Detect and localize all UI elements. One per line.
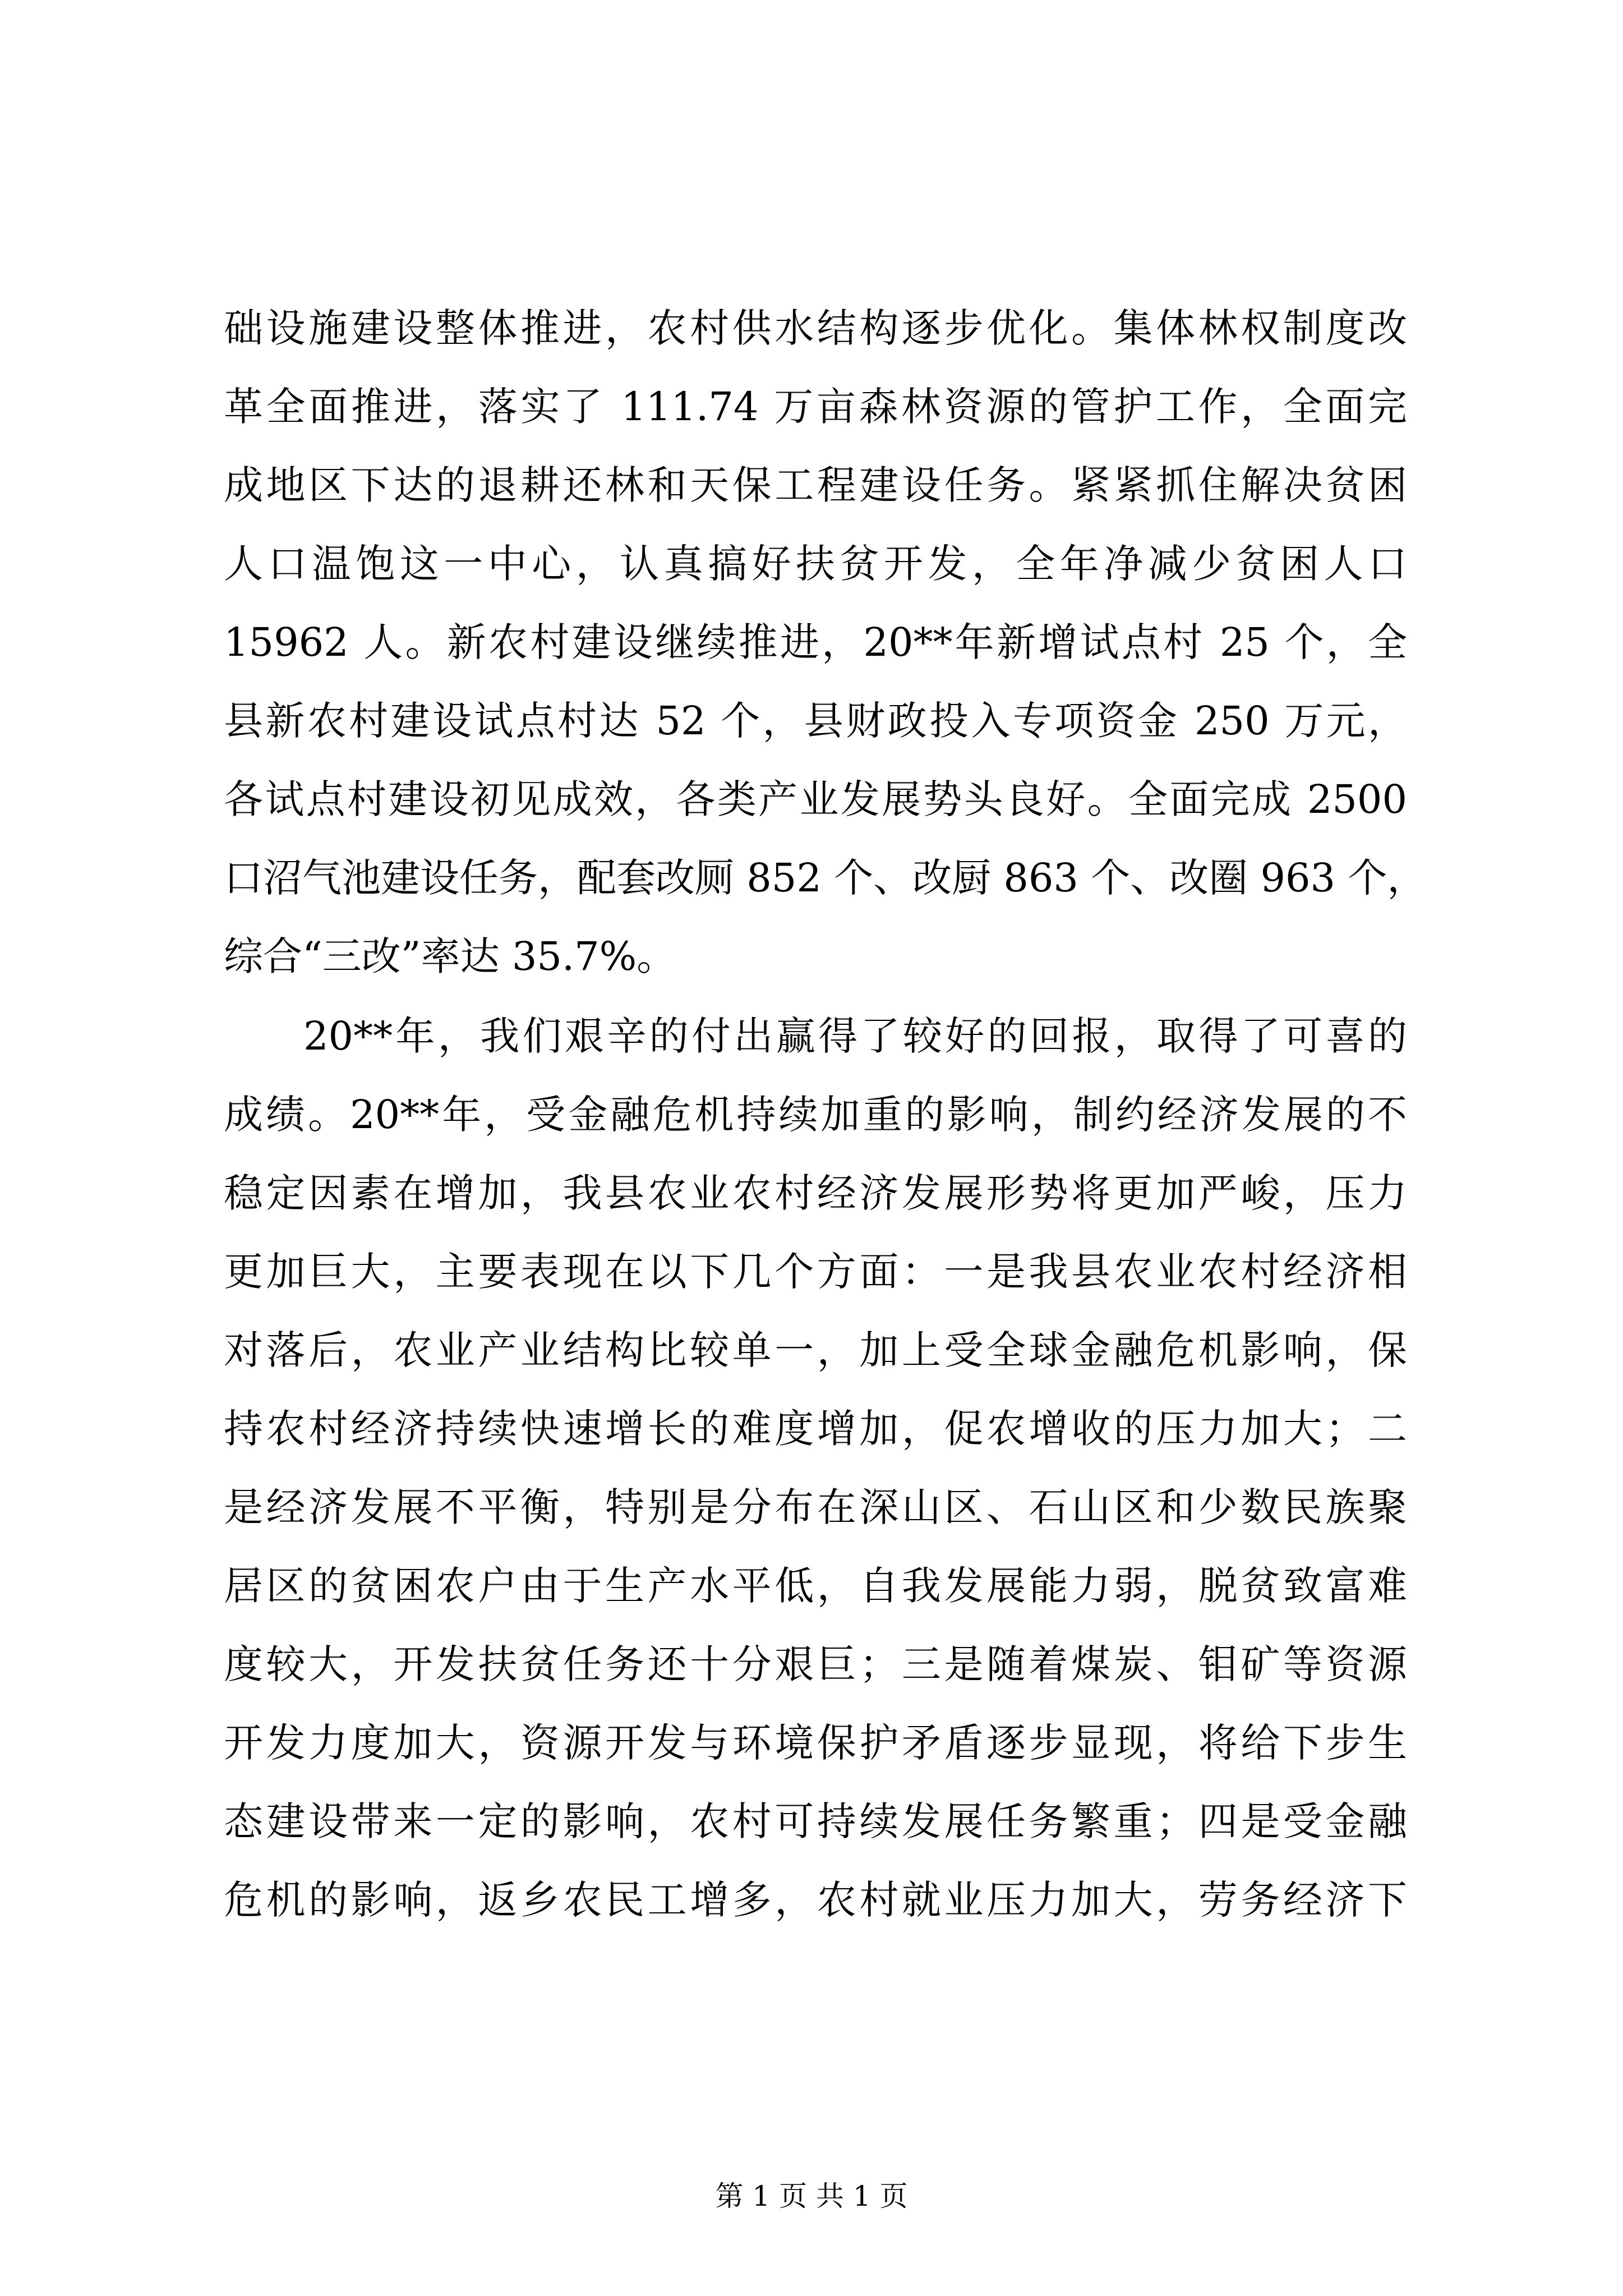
text-line: 稳定因素在增加，我县农业农村经济发展形势将更加严峻，压力	[224, 1170, 1407, 1216]
text-line: 是经济发展不平衡，特别是分布在深山区、石山区和少数民族聚	[224, 1484, 1407, 1530]
paragraph-first-line: 20**年，我们艰辛的付出赢得了较好的回报，取得了可喜的	[303, 1013, 1407, 1059]
text-line: 态建设带来一定的影响，农村可持续发展任务繁重；四是受金融	[224, 1798, 1407, 1844]
text-line: 县新农村建设试点村达 52 个，县财政投入专项资金 250 万元，	[224, 698, 1407, 744]
text-line: 持农村经济持续快速增长的难度增加，促农增收的压力加大；二	[224, 1406, 1407, 1452]
text-line: 危机的影响，返乡农民工增多，农村就业压力加大，劳务经济下	[224, 1877, 1407, 1923]
text-line: 革全面推进，落实了 111.74 万亩森林资源的管护工作，全面完	[224, 384, 1407, 430]
text-line: 成绩。20**年，受金融危机持续加重的影响，制约经济发展的不	[224, 1092, 1407, 1138]
text-line: 居区的贫困农户由于生产水平低，自我发展能力弱，脱贫致富难	[224, 1563, 1407, 1609]
text-line: 成地区下达的退耕还林和天保工程建设任务。紧紧抓住解决贫困	[224, 462, 1407, 508]
text-line: 度较大，开发扶贫任务还十分艰巨；三是随着煤炭、钼矿等资源	[224, 1641, 1407, 1687]
text-line: 口沼气池建设任务，配套改厕 852 个、改厨 863 个、改圈 963 个，	[224, 855, 1427, 901]
text-line: 对落后，农业产业结构比较单一，加上受全球金融危机影响，保	[224, 1327, 1407, 1373]
text-line: 更加巨大，主要表现在以下几个方面：一是我县农业农村经济相	[224, 1249, 1407, 1295]
page-footer: 第 1 页 共 1 页	[715, 2180, 908, 2212]
text-line: 15962 人。新农村建设继续推进，20**年新增试点村 25 个，全	[224, 619, 1407, 665]
text-line: 人口温饱这一中心，认真搞好扶贫开发，全年净减少贫困人口	[224, 541, 1407, 587]
text-line: 础设施建设整体推进，农村供水结构逐步优化。集体林权制度改	[224, 305, 1407, 351]
paragraph-end-line: 综合“三改”率达 35.7%。	[224, 933, 676, 979]
text-line: 各试点村建设初见成效，各类产业发展势头良好。全面完成 2500	[224, 776, 1407, 822]
text-line: 开发力度加大，资源开发与环境保护矛盾逐步显现，将给下步生	[224, 1720, 1407, 1766]
